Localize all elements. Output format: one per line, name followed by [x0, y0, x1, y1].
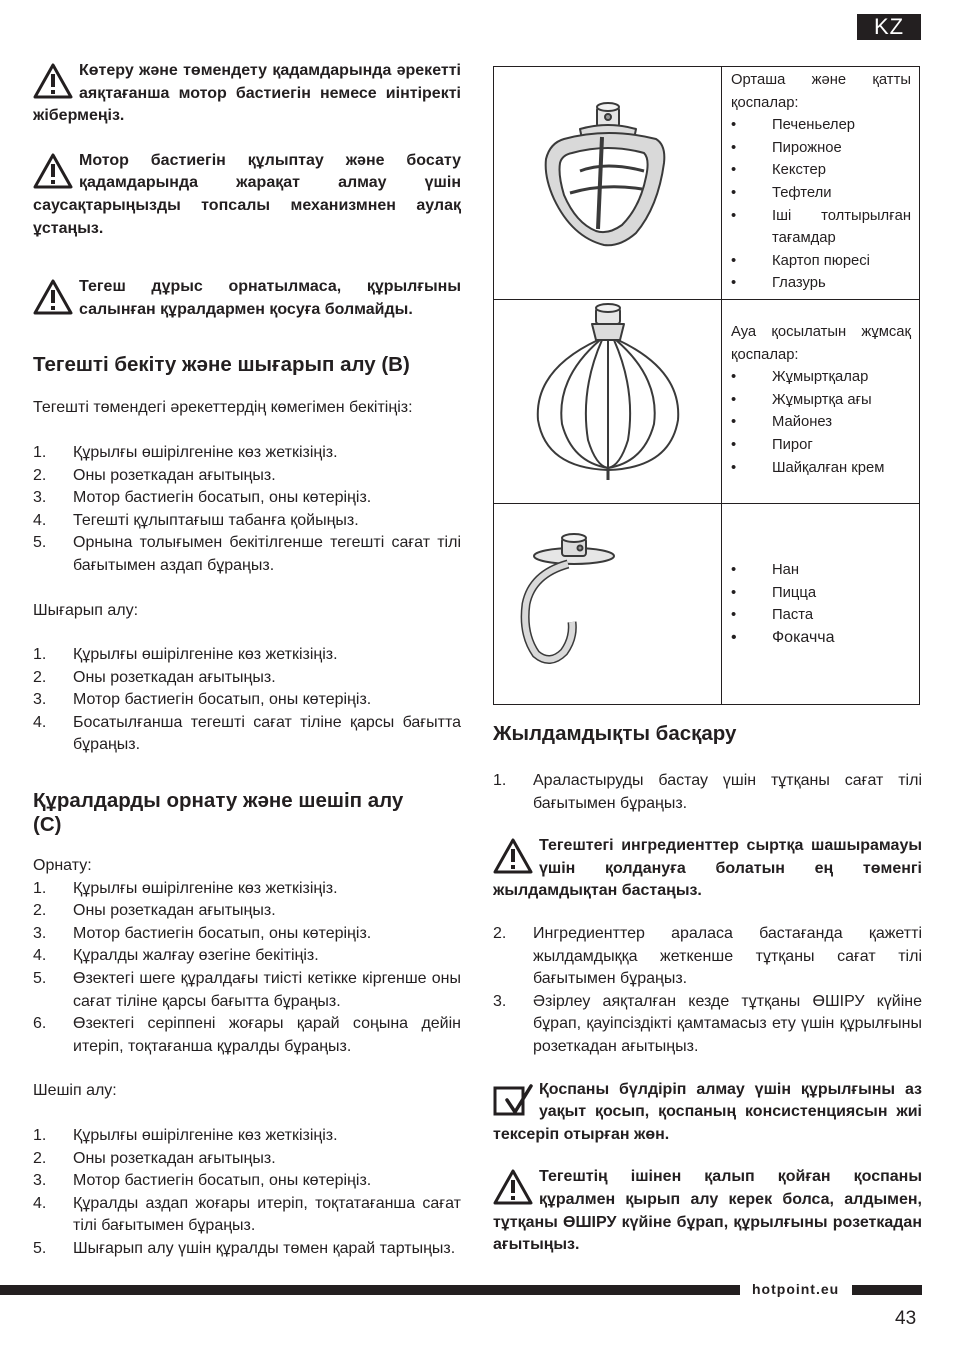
- tools-install-steps: [33, 878, 461, 1059]
- list-item: 1. Араластыруды бастау үшін тұтқаны сағат тілі бағытымен бұраңыз.: [493, 772, 922, 812]
- warning-hinge: [33, 150, 461, 240]
- list-item: 4. Босатылғанша тегешті сағат тіліне қарсы бағытта бұраңыз.: [33, 713, 461, 754]
- tools-remove-steps: [33, 1125, 461, 1261]
- list-item: • Фокачча: [731, 627, 911, 650]
- list-item: • Жұмыртқалар: [731, 366, 911, 389]
- warning-lift: [33, 60, 461, 128]
- bowl-attach-steps: [33, 442, 461, 578]
- flat-beater-image: [494, 67, 722, 299]
- list-item: 5. Шығарып алу үшін құралды төмен қарай тартыңыз.: [33, 1239, 456, 1257]
- list-item: 2. Оны розеткадан ағытыңыз.: [33, 668, 276, 686]
- warning-text: Көтеру және төмендету қадамдарында әрекетті аяқтағанша мотор бастиегін немесе иінтіректі жібермеңіз.: [33, 62, 461, 125]
- list-item: 1. Құрылғы өшірілгеніне көз жеткізіңіз.: [33, 646, 338, 664]
- page-number: 43: [895, 1308, 917, 1329]
- speed-section: [493, 722, 922, 1257]
- list-item: 3. Мотор бастиегін босатып, оны көтеріңіз.: [33, 489, 372, 507]
- tools-install-label: Орнату:: [33, 857, 92, 875]
- bowl-remove-label: Шығарып алу:: [33, 601, 139, 619]
- list-item: • Паста: [731, 604, 911, 627]
- whisk-icon: [494, 300, 720, 502]
- list-item: 5. Орнына толығымен бекітілгенше тегешті сағат тілі бағытымен аздап бұраңыз.: [33, 534, 461, 574]
- tool-category: Орташа және қатты қоспалар:: [731, 72, 911, 111]
- flat-beater-icon: [494, 67, 720, 298]
- tool-category: Ауа қосылатын жұмсақ қоспалар:: [731, 324, 911, 363]
- warning-icon: [493, 1169, 533, 1205]
- whisk-uses: [731, 321, 911, 479]
- warning-text: Тегеш дұрыс орнатылмаса, құрылғыны салынған құралдармен қосуға болмайды.: [79, 278, 461, 318]
- list-item: 5. Өзектегі шеге құралдағы тиісті кетікке кіргенше оны сағат тіліне қарсы бағытта бұраңыз.: [33, 970, 461, 1010]
- list-item: 3. Мотор бастиегін босатып, оны көтеріңіз.: [33, 691, 372, 709]
- table-row-whisk: [494, 300, 919, 504]
- list-item: • Іші толтырылған тағамдар: [731, 205, 911, 250]
- list-item: 4. Құралды жалғау өзегіне бекітіңіз.: [33, 947, 319, 965]
- list-item: • Майонез: [731, 411, 911, 434]
- footer-bar: [852, 1285, 922, 1295]
- list-item: 1. Құрылғы өшірілгеніне көз жеткізіңіз.: [33, 1127, 338, 1144]
- bowl-remove-steps: [33, 644, 461, 757]
- list-item: • Кекстер: [731, 159, 911, 182]
- warning-scrape: [493, 1166, 922, 1256]
- tip-text: Қоспаны бүлдіріп алмау үшін құрылғыны аз уақыт қосып, қоспаның консистенциясын жиі тексеріп отырған жөн.: [493, 1080, 922, 1143]
- whisk-image: [494, 300, 722, 503]
- section-title-speed: Жылдамдықты басқару: [493, 722, 737, 745]
- warning-bowl: [33, 276, 461, 321]
- list-item: 2. Оны розеткадан ағытыңыз.: [33, 1149, 276, 1167]
- table-row-dough-hook: [494, 504, 919, 704]
- checkbox-tip-icon: [493, 1082, 533, 1118]
- list-item: • Пирог: [731, 434, 911, 457]
- list-item: • Нан: [731, 559, 911, 582]
- dough-hook-icon: [494, 504, 720, 702]
- section-title-bowl: Тегешті бекіту және шығарып алу (B): [33, 353, 410, 377]
- bowl-intro: Тегешті төмендегі әрекеттердің көмегімен бекітіңіз:: [33, 399, 413, 417]
- list-item: 2. Ингредиенттер араласа бастағанда қажетті жылдамдыққа жеткенше тұтқаны сағат тілі бағытымен бұраңыз.: [493, 924, 922, 988]
- tip-note: [493, 1079, 922, 1147]
- language-badge: KZ: [857, 14, 921, 40]
- list-item: 4. Тегешті құлыптағыш табанға қойыңыз.: [33, 511, 359, 529]
- list-item: • Пицца: [731, 582, 911, 605]
- list-item: • Пирожное: [731, 137, 911, 160]
- warning-text: Тегештегі ингредиенттер сыртқа шашырамауы үшін қолдануға болатын ең төменгі жылдамдықтан бастаңыз.: [493, 837, 922, 900]
- tools-table: [493, 66, 920, 705]
- list-item: 2. Оны розеткадан ағытыңыз.: [33, 466, 276, 484]
- list-item: 3. Мотор бастиегін босатып, оны көтеріңіз.: [33, 1172, 372, 1190]
- dough-hook-image: [494, 504, 722, 704]
- table-row-flat-beater: [494, 67, 919, 300]
- speed-steps-1: [493, 770, 922, 815]
- list-item: • Печеньелер: [731, 114, 911, 137]
- list-item: 1. Құрылғы өшірілгеніне көз жеткізіңіз.: [33, 443, 338, 461]
- list-item: • Картоп пюресі: [731, 250, 911, 273]
- list-item: 3. Мотор бастиегін босатып, оны көтеріңіз.: [33, 924, 372, 942]
- left-column: [33, 60, 461, 1261]
- tools-remove-label: Шешіп алу:: [33, 1082, 117, 1100]
- list-item: 2. Оны розеткадан ағытыңыз.: [33, 902, 276, 920]
- speed-steps-2: [493, 923, 922, 1059]
- dough-hook-uses: [731, 559, 911, 649]
- list-item: 6. Өзектегі серіппені жоғары қарай соңына дейін итеріп, тоқтағанша құралды бұраңыз.: [33, 1015, 461, 1055]
- flat-beater-uses: [731, 69, 911, 295]
- list-item: 4. Құралды аздап жоғары итеріп, тоқтатағанша сағат тілі бағытымен бұраңыз.: [33, 1194, 461, 1235]
- list-item: • Жұмыртқа ағы: [731, 389, 911, 412]
- warning-text: Тегештің ішінен қалып қойған қоспаны құралмен қырып алу керек болса, алдымен, тұтқаны ӨШІРУ күйіне бұрап, құрылғыны розеткадан ағытыңыз.: [493, 1168, 922, 1254]
- footer-bar: [0, 1285, 740, 1295]
- warning-icon: [493, 838, 533, 874]
- list-item: • Глазурь: [731, 272, 911, 295]
- warning-icon: [33, 63, 73, 99]
- list-item: • Тефтели: [731, 182, 911, 205]
- list-item: • Шайқалған крем: [731, 457, 911, 480]
- warning-speed: [493, 835, 922, 903]
- warning-icon: [33, 153, 73, 189]
- list-item: 1. Құрылғы өшірілгеніне көз жеткізіңіз.: [33, 879, 338, 897]
- list-item: 3. Әзірлеу аяқталған кезде тұтқаны ӨШІРУ күйіне бұрап, қауіпсіздікті қамтамасыз ету үшін құрылғыны розеткадан ағытыңыз.: [493, 992, 922, 1055]
- warning-icon: [33, 279, 73, 315]
- warning-text: Мотор бастиегін құлыптау және босату қадамдарында жарақат алмау үшін саусақтарыңызды топсалы механизмнен аулақ ұстаңыз.: [33, 151, 461, 237]
- footer-site: hotpoint.eu: [752, 1281, 840, 1297]
- section-title-tools: Құралдарды орнату және шешіп алу (C): [33, 789, 404, 837]
